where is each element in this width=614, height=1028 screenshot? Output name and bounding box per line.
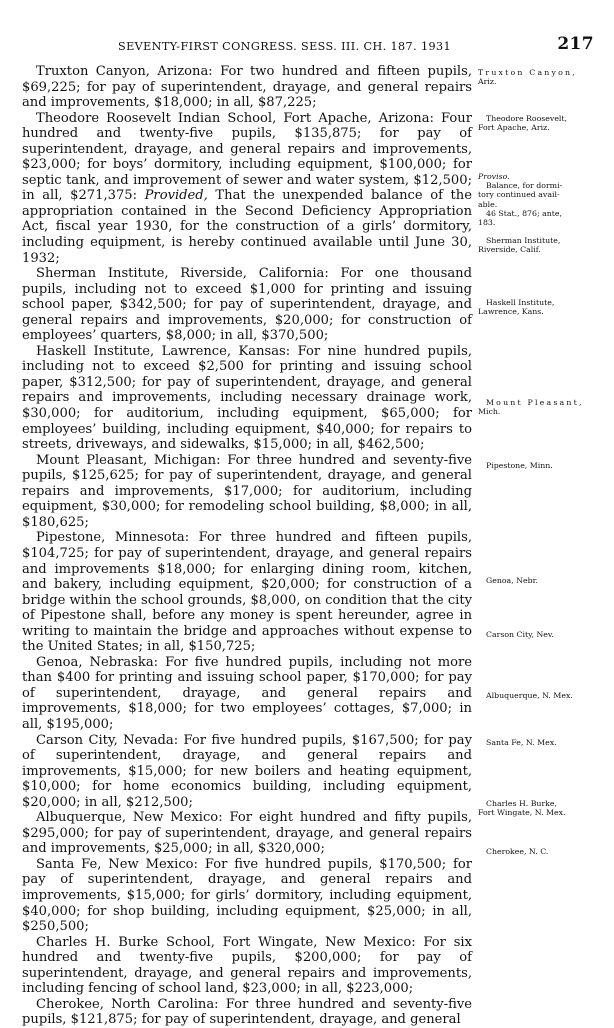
margin-note-line: Fort Wingate, N. Mex.	[478, 808, 566, 818]
paragraph-sherman-institute: Sherman Institute, Riverside, California: For one thousand pupils, including not to exceed $1,000 for printing and issuing school paper, $342,500; for pay of superintendent, drayage, and general repairs and improvements, $20,000; for construction of employees’ quarters, $8,000; in all, $370,500;	[22, 266, 472, 344]
margin-note-line: Lawrence, Kans.	[478, 307, 544, 317]
page-number: 217	[557, 34, 594, 54]
margin-note-proviso	[478, 172, 602, 227]
margin-note-line: Pipestone, Minn.	[486, 461, 553, 470]
margin-note-line: Ariz.	[478, 77, 497, 87]
margin-note-line: Santa Fe, N. Mex.	[486, 738, 557, 747]
margin-note-line: 46 Stat., 876; ante,	[486, 208, 562, 218]
proviso-lead: Provided,	[144, 188, 208, 204]
margin-note-line: Proviso.	[478, 172, 510, 181]
margin-note-line: Carson City, Nev.	[486, 630, 554, 639]
margin-note-carson-city	[478, 630, 602, 639]
paragraph-santa-fe: Santa Fe, New Mexico: For five hundred pupils, $170,500; for pay of superintendent, drayage, and general repairs and improvements, $15,000; for girls’ dormitory, including equipment, $40,000; for shop building, including equipment, $25,000; in all, $250,500;	[22, 856, 472, 935]
paragraph-pipestone: Pipestone, Minnesota: For three hundred and fifteen pupils, $104,725; for pay of superintendent, drayage, and general repairs and improvements $18,000; for enlarging dining room, kitchen, and bakery, including equipment, $20,000; for construction of a bridge within the school grounds, $8,000, on condition that the city of Pipestone shall, before any money is spent hereunder, agree in writing to maintain the bridge and approaches without expense to the United States; in all, $150,725;	[22, 530, 472, 655]
margin-note-line: Riverside, Calif.	[478, 245, 541, 255]
body-text	[22, 64, 472, 1028]
margin-note-pipestone	[478, 461, 602, 470]
margin-note-line: able.	[478, 199, 498, 209]
margin-note-theodore-roosevelt	[478, 114, 602, 132]
margin-note-cherokee	[478, 847, 602, 856]
margin-note-line: Theodore Roosevelt,	[486, 114, 568, 123]
paragraph-albuquerque: Albuquerque, New Mexico: For eight hundred and fifty pupils, $295,000; for pay of superintendent, drayage, and general repairs and improvements, $25,000; in all, $320,000;	[22, 810, 472, 857]
margin-note-line: Fort Apache, Ariz.	[478, 123, 550, 133]
margin-note-line: tory continued avail-	[478, 190, 560, 200]
margin-note-line: Albuquerque, N. Mex.	[486, 691, 573, 700]
margin-note-sherman	[478, 236, 602, 254]
paragraph-genoa: Genoa, Nebraska: For five hundred pupils, including not more than $400 for printing and issuing school paper, $170,000; for pay of superintendent, drayage, and general repairs and improvements, $18,000; for two employees’ cottages, $7,000; in all, $195,000;	[22, 654, 472, 732]
margin-note-line: Mich.	[478, 407, 501, 417]
paragraph-theodore-roosevelt-text: Theodore Roosevelt Indian School, Fort Apache, Arizona: Four hundred and twenty-five pupils, $135,875; for pay of superintendent, drayage, and general repairs and improvements, $23,000; for boys’ dormitory, including equipment, $100,000; for septic tank, and improvement of sewer and water system, $12,500; in all, $271,375:	[22, 110, 472, 204]
proviso-text: That the unexpended balance of the appropriation contained in the Second Deficiency Appropriation Act, fiscal year 1930, for the construction of a girls’ dormitory, including equipment, is hereby continued available until June 30, 1932;	[22, 188, 472, 266]
margin-note-line: Sherman Institute,	[486, 236, 561, 245]
paragraph-cherokee: Cherokee, North Carolina: For three hundred and seventy-five pupils, $121,875; for pay of superintendent, drayage, and general	[22, 996, 472, 1028]
running-head	[20, 34, 594, 56]
margin-note-line: Truxton Canyon,	[478, 68, 577, 77]
margin-note-line: 183.	[478, 218, 496, 228]
margin-note-line: Genoa, Nebr.	[486, 576, 538, 585]
margin-note-line: Mount Pleasant,	[486, 398, 584, 407]
margin-note-line: Cherokee, N. C.	[486, 847, 549, 856]
margin-note-santa-fe	[478, 738, 602, 747]
margin-note-genoa	[478, 576, 602, 585]
running-head-title: SEVENTY-FIRST CONGRESS. SESS. III. CH. 187. 1931	[118, 40, 452, 53]
paragraph-mount-pleasant: Mount Pleasant, Michigan: For three hundred and seventy-five pupils, $125,625; for pay of superintendent, drayage, and general repairs and improvements, $17,000; for auditorium, including equipment, $30,000; for remodeling school building, $8,000; in all, $180,625;	[22, 452, 472, 530]
margin-note-line: Balance, for dormi-	[486, 181, 563, 191]
margin-note-line: Charles H. Burke,	[486, 799, 558, 808]
paragraph-carson-city: Carson City, Nevada: For five hundred pupils, $167,500; for pay of superintendent, drayage, and general repairs and improvements, $15,000; for new boilers and heating equipment, $10,000; for home economics building, including equipment, $20,000; in all, $212,500;	[22, 732, 472, 810]
margin-note-albuquerque	[478, 691, 602, 700]
margin-note-haskell	[478, 298, 602, 316]
margin-note-charles-h-burke	[478, 799, 602, 817]
margin-note-mount-pleasant	[478, 398, 602, 416]
paragraph-charles-h-burke: Charles H. Burke School, Fort Wingate, New Mexico: For six hundred and twenty-five pupils, $200,000; for pay of superintendent, drayage, and general repairs and improvements, including fencing of school land, $23,000; in all, $223,000;	[22, 934, 472, 997]
margin-note-line: Haskell Institute,	[486, 298, 555, 307]
paragraph-haskell-institute: Haskell Institute, Lawrence, Kansas: For nine hundred pupils, including not to exceed $2,500 for printing and issuing school paper, $312,500; for pay of superintendent, drayage, and general repairs and improvements, including necessary drainage work, $30,000; for auditorium, including equipment, $65,000; for employees’ building, including equipment, $40,000; for repairs to streets, driveways, and sidewalks, $15,000; in all, $462,500;	[22, 343, 472, 453]
margin-note-truxton	[478, 68, 602, 86]
paragraph-truxton-canyon: Truxton Canyon, Arizona: For two hundred and fifteen pupils, $69,225; for pay of superintendent, drayage, and general repairs and improvements, $18,000; in all, $87,225;	[22, 64, 472, 111]
paragraph-theodore-roosevelt	[22, 111, 472, 266]
